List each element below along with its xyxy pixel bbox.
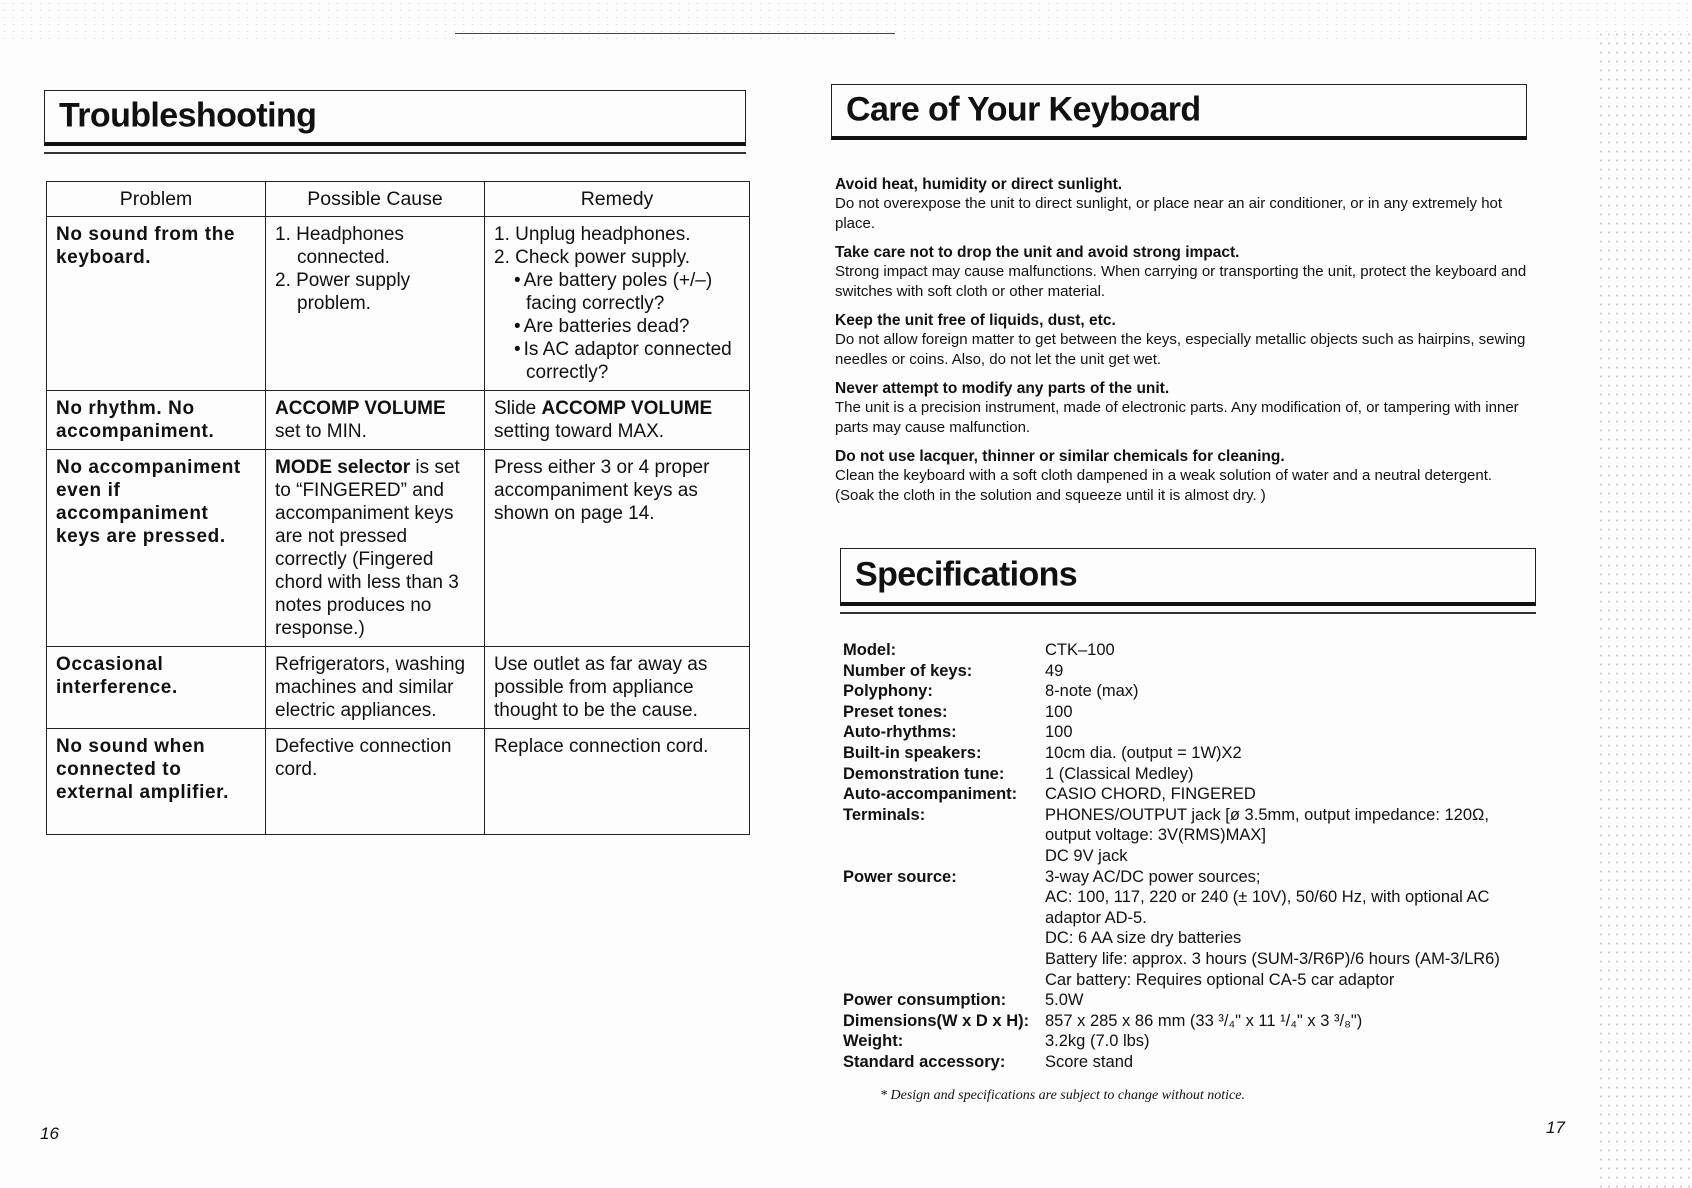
troubleshooting-heading-box (44, 90, 746, 146)
care-heading: Care of Your Keyboard (846, 90, 1201, 129)
cause-bold: ACCOMP VOLUME (275, 398, 446, 419)
scan-line (455, 33, 895, 34)
cause-cell: Defective connection cord. (266, 729, 485, 835)
care-item (835, 175, 1535, 234)
spec-value: 857 x 285 x 86 mm (33 ³/₄" x 11 ¹/₄" x 3 ³/₈") (1045, 1011, 1363, 1030)
care-item (835, 243, 1535, 302)
care-item-title: Take care not to drop the unit and avoid strong impact. (835, 244, 1240, 261)
cause-text: is set to “FINGERED” and accompaniment keys are not pressed correctly (Fingered chord with less than 3 notes produces no response.) (275, 457, 460, 639)
care-section (835, 175, 1535, 515)
spec-value: 3.2kg (7.0 lbs) (1045, 1032, 1150, 1051)
remedy-item: 2. Check power supply. (494, 247, 691, 268)
table-row (47, 647, 750, 729)
spec-label: Auto-accompaniment: (843, 785, 1018, 804)
care-item (835, 379, 1535, 438)
remedy-bullet: • Are batteries dead? (494, 315, 741, 338)
spec-value: 49 (1045, 661, 1064, 680)
table-header-row (47, 182, 750, 217)
specifications-list (843, 640, 1543, 1072)
remedy-bullet: • Is AC adaptor connected correctly? (494, 338, 741, 384)
problem-cell: No accompaniment even if accompaniment keys are pressed. (47, 450, 266, 647)
spec-label: Terminals: (843, 805, 926, 824)
care-heading-box (831, 84, 1527, 140)
spec-row (843, 990, 1543, 1011)
cause-cell (266, 450, 485, 647)
care-item-body: Do not overexpose the unit to direct sunlight, or place near an air conditioner, or in any extremely hot place. (835, 195, 1503, 232)
cause-text: set to MIN. (275, 421, 367, 442)
specifications-heading-box (840, 548, 1536, 606)
spec-label: Number of keys: (843, 661, 973, 680)
specifications-rule (840, 612, 1536, 614)
remedy-cell: Replace connection cord. (485, 729, 750, 835)
care-item-body: The unit is a precision instrument, made of electronic parts. Any modification of, or tampering with inner parts may cause malfunction. (835, 399, 1519, 436)
spec-label: Demonstration tune: (843, 764, 1005, 783)
care-item-title: Keep the unit free of liquids, dust, etc. (835, 312, 1116, 329)
spec-row (843, 784, 1543, 805)
spec-label: Power source: (843, 867, 957, 886)
spec-value: Score stand (1045, 1052, 1134, 1071)
spec-label: Built-in speakers: (843, 743, 982, 762)
spec-row (843, 722, 1543, 743)
spec-row (843, 805, 1543, 867)
page-number-right: 17 (1546, 1118, 1565, 1137)
specifications-heading: Specifications (855, 555, 1078, 594)
cause-item: 1. Headphones connected. (275, 224, 404, 268)
footnote: * Design and specifications are subject to change without notice. (880, 1088, 1245, 1103)
spec-row (843, 743, 1543, 764)
spec-label: Model: (843, 641, 897, 659)
care-item-body: Clean the keyboard with a soft cloth dampened in a weak solution of water and a neutral detergent. (Soak the cloth in the solution and squeeze until it is almost dry. ) (835, 467, 1493, 504)
spec-value: CTK–100 (1045, 641, 1115, 659)
troubleshooting-table (46, 181, 750, 835)
cause-item: 2. Power supply problem. (275, 270, 411, 314)
spec-value: 1 (Classical Medley) (1045, 764, 1194, 783)
spec-row (843, 661, 1543, 682)
remedy-text: Slide (494, 398, 542, 419)
spec-label: Auto-rhythms: (843, 723, 957, 742)
table-row (47, 729, 750, 835)
scan-speckle-top (0, 0, 1692, 40)
page-number-left: 16 (40, 1124, 59, 1143)
care-item-body: Do not allow foreign matter to get between the keys, especially metallic objects such as hairpins, sewing needles or coins. Also, do not let the unit get wet. (835, 331, 1526, 368)
problem-cell: No sound when connected to external amplifier. (47, 729, 266, 835)
spec-row (843, 702, 1543, 723)
spec-value: 100 (1045, 723, 1073, 742)
scan-speckle-right (1597, 30, 1692, 1188)
spec-row (843, 1031, 1543, 1052)
header-possible-cause: Possible Cause (266, 182, 485, 217)
cause-bold: MODE selector (275, 457, 411, 478)
spec-label: Standard accessory: (843, 1052, 1006, 1071)
spec-label: Polyphony: (843, 682, 933, 701)
spec-value: 3-way AC/DC power sources; AC: 100, 117, 220 or 240 (± 10V), 50/60 Hz, with optional AC adaptor AD-5. DC: 6 AA size dry batteries Battery life: approx. 3 hours (SUM-3/R6P)/6 hours (AM-3/LR6) Car battery: Requires optional CA-5 car adaptor (1045, 867, 1500, 989)
care-item (835, 447, 1535, 506)
problem-cell: No rhythm. No accompaniment. (47, 391, 266, 450)
header-problem: Problem (47, 182, 266, 217)
cause-cell: Refrigerators, washing machines and similar electric appliances. (266, 647, 485, 729)
table-row (47, 450, 750, 647)
spec-row (843, 764, 1543, 785)
troubleshooting-heading: Troubleshooting (59, 96, 317, 135)
remedy-cell (485, 391, 750, 450)
spec-row (843, 681, 1543, 702)
spec-value: PHONES/OUTPUT jack [ø 3.5mm, output impedance: 120Ω, output voltage: 3V(RMS)MAX] DC 9V jack (1045, 805, 1489, 865)
care-item-title: Avoid heat, humidity or direct sunlight. (835, 176, 1123, 193)
spec-label: Dimensions(W x D x H): (843, 1011, 1030, 1030)
remedy-cell (485, 217, 750, 391)
care-item-body: Strong impact may cause malfunctions. When carrying or transporting the unit, protect the keyboard and switches with soft cloth or other material. (835, 263, 1527, 300)
troubleshooting-rule (44, 152, 746, 154)
spec-value: CASIO CHORD, FINGERED (1045, 785, 1256, 804)
remedy-item: 1. Unplug headphones. (494, 224, 691, 245)
spec-value: 8-note (max) (1045, 682, 1139, 701)
remedy-cell: Use outlet as far away as possible from appliance thought to be the cause. (485, 647, 750, 729)
spec-value: 100 (1045, 702, 1073, 721)
header-remedy: Remedy (485, 182, 750, 217)
spec-row (843, 640, 1543, 661)
cause-cell (266, 391, 485, 450)
spec-label: Power consumption: (843, 991, 1007, 1010)
remedy-bullet: • Are battery poles (+/–) facing correctly? (494, 269, 741, 315)
spec-label: Preset tones: (843, 702, 948, 721)
remedy-text: setting toward MAX. (494, 421, 665, 442)
problem-cell: No sound from the keyboard. (47, 217, 266, 391)
table-row (47, 217, 750, 391)
remedy-cell: Press either 3 or 4 proper accompaniment keys as shown on page 14. (485, 450, 750, 647)
spec-row (843, 867, 1543, 991)
spec-value: 5.0W (1045, 991, 1084, 1010)
table-row (47, 391, 750, 450)
spec-value: 10cm dia. (output = 1W)X2 (1045, 743, 1242, 762)
spec-label: Weight: (843, 1032, 904, 1051)
care-item-title: Do not use lacquer, thinner or similar chemicals for cleaning. (835, 448, 1285, 465)
remedy-bold: ACCOMP VOLUME (541, 398, 713, 419)
spec-row (843, 1011, 1543, 1032)
care-item-title: Never attempt to modify any parts of the unit. (835, 380, 1170, 397)
spec-row (843, 1052, 1543, 1073)
cause-cell (266, 217, 485, 391)
care-item (835, 311, 1535, 370)
problem-cell: Occasional interference. (47, 647, 266, 729)
